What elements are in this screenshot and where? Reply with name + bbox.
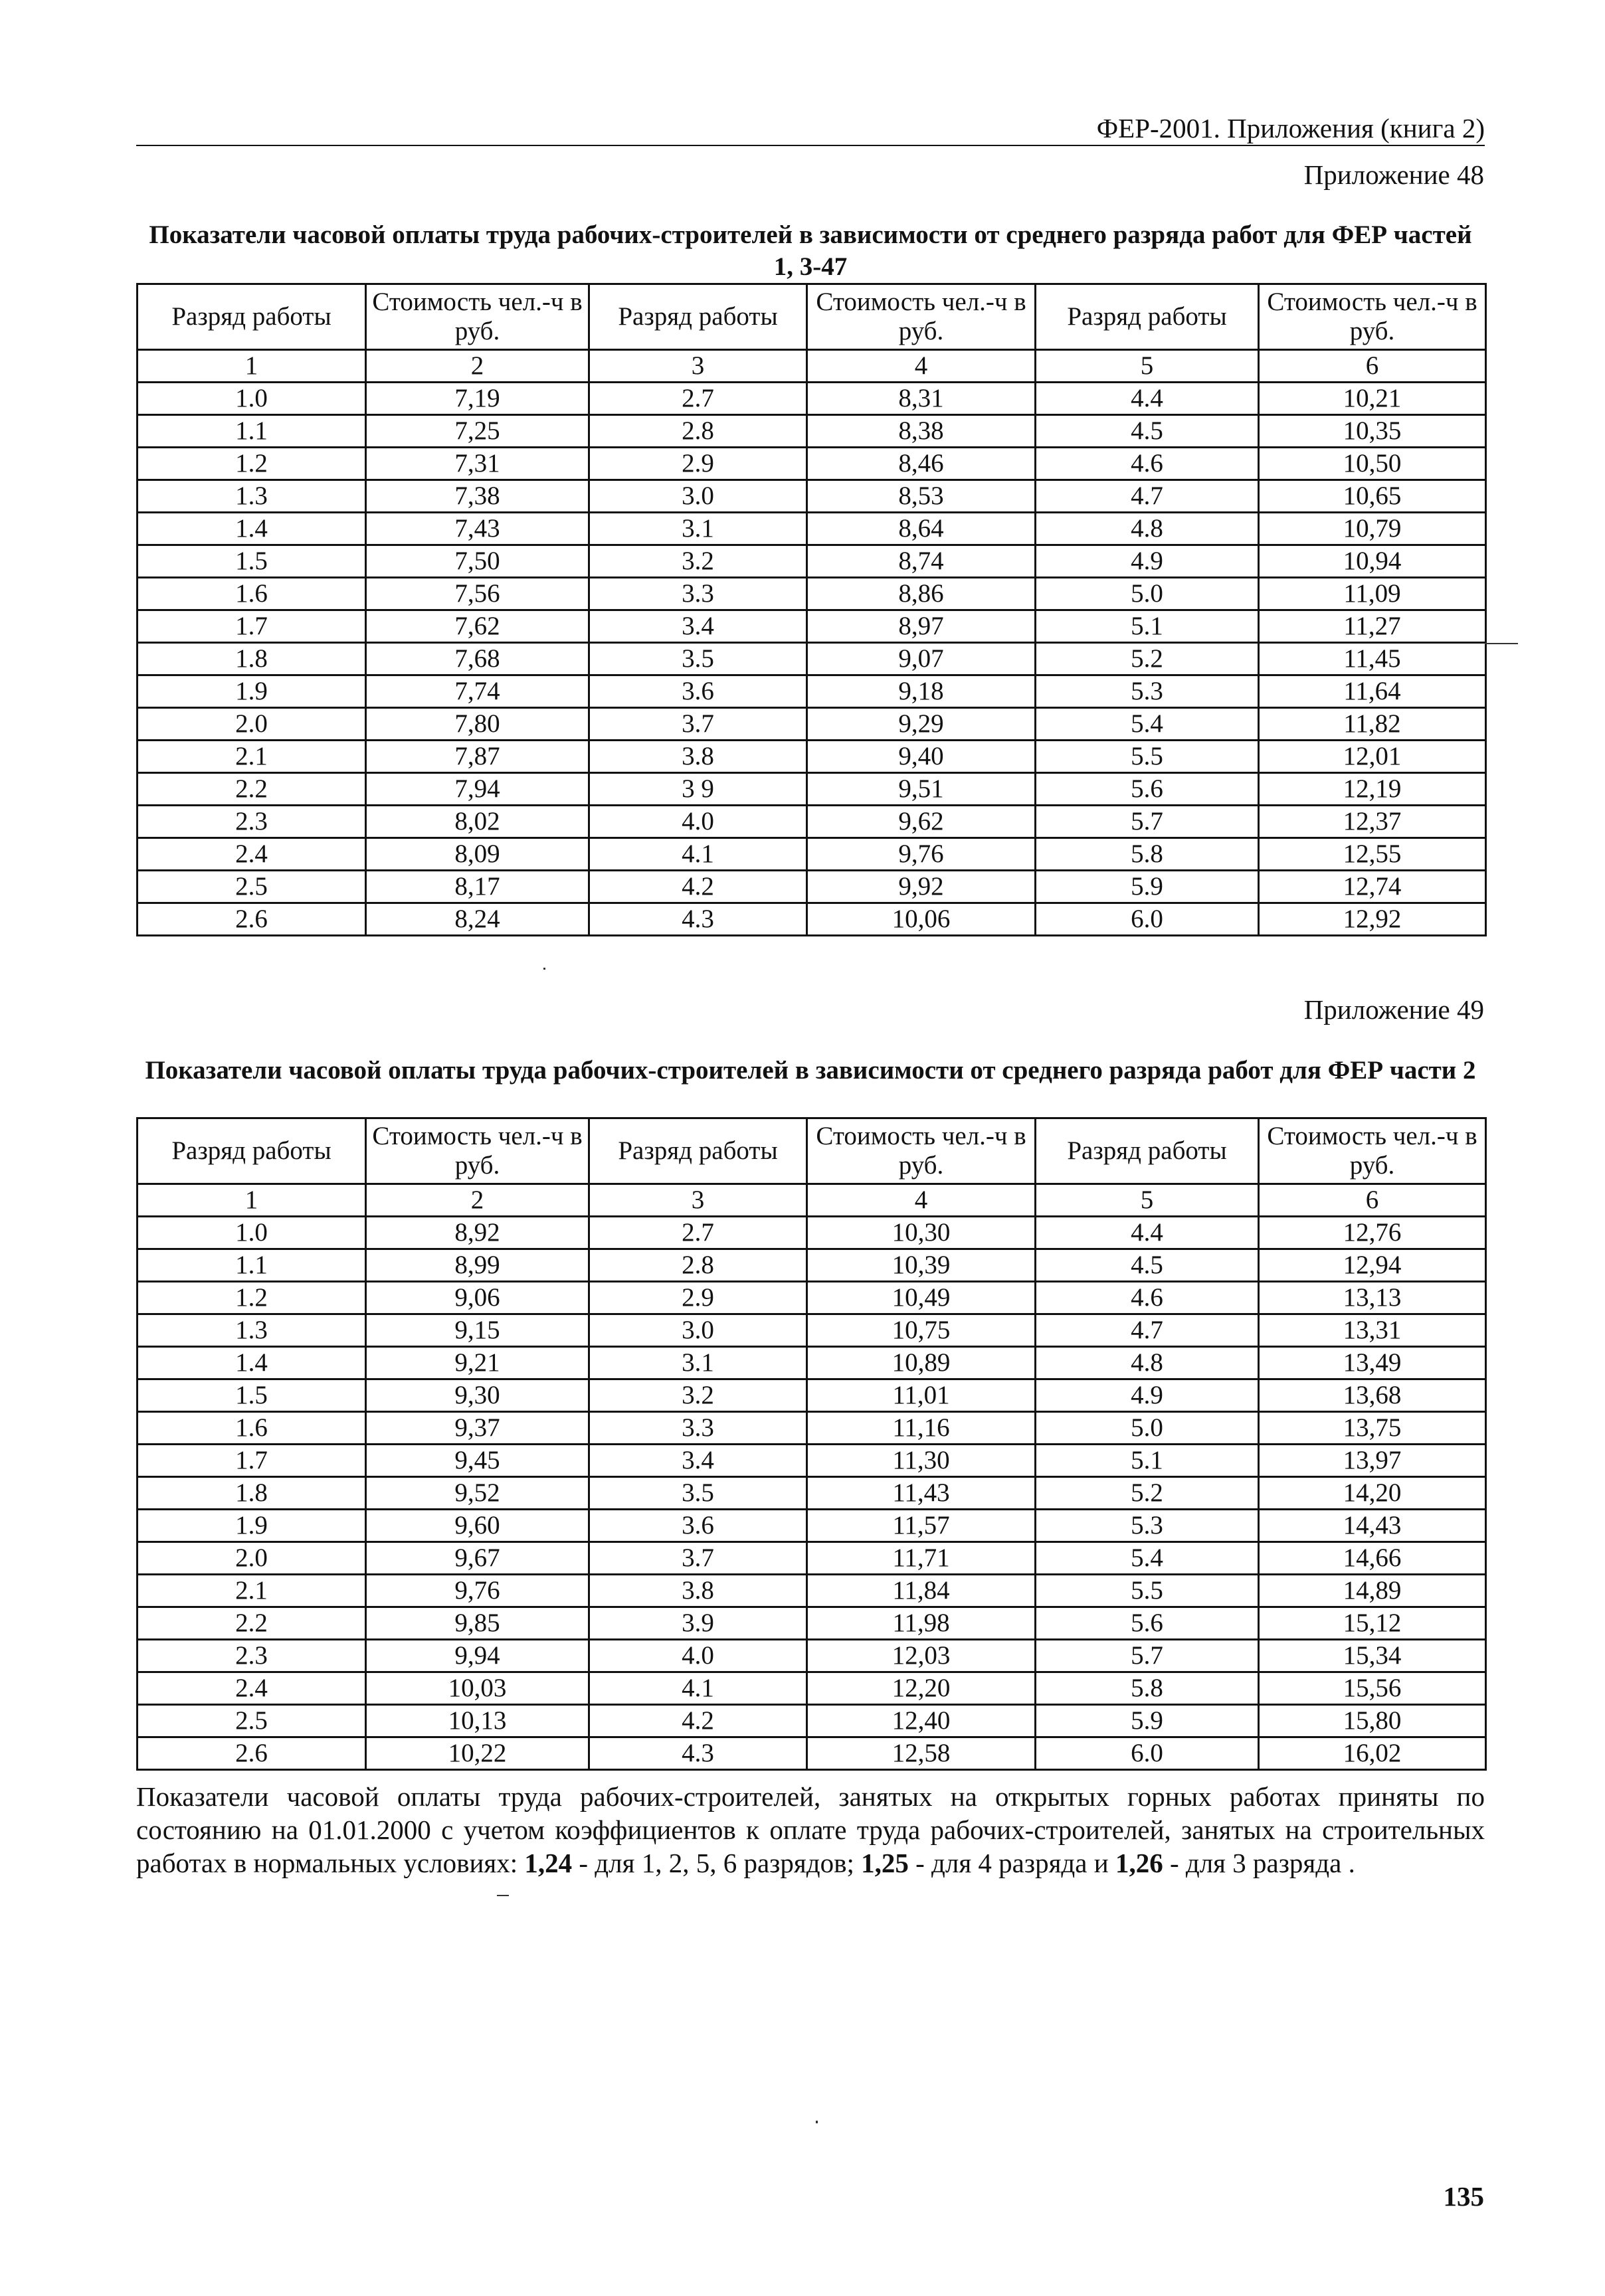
cost-cell: 10,50 xyxy=(1259,448,1486,480)
footnote-text: Показатели часовой оплаты труда рабочих-строителей, занятых на открытых горных работах приняты по состоянию на 01.01.2000 с учетом коэффициентов к оплате труда рабочих-строителей, занятых на строительных работах в нормальных условиях: xyxy=(136,1781,1485,1878)
footnote xyxy=(136,1780,1485,1880)
header-grade-1: Разряд работы xyxy=(138,284,366,350)
cost-cell: 14,20 xyxy=(1259,1477,1486,1510)
grade-cell: 3.6 xyxy=(589,675,807,708)
grade-cell: 3.8 xyxy=(589,741,807,773)
grade-cell: 3.0 xyxy=(589,480,807,513)
coefficient-2: 1,25 xyxy=(861,1848,909,1878)
header-cost-1: Стоимость чел.-ч в руб. xyxy=(366,1118,589,1184)
scan-artifact xyxy=(1485,643,1518,644)
table-row xyxy=(138,773,1486,806)
grade-cell: 4.4 xyxy=(1036,383,1259,415)
cost-cell: 16,02 xyxy=(1259,1737,1486,1770)
grade-cell: 3.2 xyxy=(589,545,807,578)
scan-artifact xyxy=(497,1895,509,1896)
table-row xyxy=(138,1575,1486,1607)
grade-cell: 2.3 xyxy=(138,1640,366,1672)
cost-cell: 11,30 xyxy=(807,1445,1036,1477)
column-number: 2 xyxy=(366,1184,589,1217)
header-grade-3: Разряд работы xyxy=(1036,284,1259,350)
table-row xyxy=(138,708,1486,741)
cost-cell: 12,37 xyxy=(1259,806,1486,838)
cost-cell: 13,97 xyxy=(1259,1445,1486,1477)
cost-cell: 10,35 xyxy=(1259,415,1486,448)
table-row xyxy=(138,415,1486,448)
cost-cell: 9,37 xyxy=(366,1412,589,1445)
grade-cell: 5.3 xyxy=(1036,1510,1259,1542)
grade-cell: 3.2 xyxy=(589,1379,807,1412)
header-cost-2: Стоимость чел.-ч в руб. xyxy=(807,1118,1036,1184)
cost-cell: 7,25 xyxy=(366,415,589,448)
cost-cell: 11,71 xyxy=(807,1542,1036,1575)
appendix-48-title: Показатели часовой оплаты труда рабочих-строителей в зависимости от среднего разряда работ для ФЕР частей 1, 3-47 xyxy=(149,221,1472,281)
cost-cell: 9,30 xyxy=(366,1379,589,1412)
grade-cell: 5.7 xyxy=(1036,1640,1259,1672)
grade-cell: 5.5 xyxy=(1036,1575,1259,1607)
grade-cell: 1.4 xyxy=(138,513,366,545)
column-number-row xyxy=(138,350,1486,383)
grade-cell: 4.8 xyxy=(1036,1347,1259,1379)
grade-cell: 4.7 xyxy=(1036,480,1259,513)
table-row xyxy=(138,1282,1486,1314)
column-number: 5 xyxy=(1036,350,1259,383)
grade-cell: 2.7 xyxy=(589,1217,807,1249)
cost-cell: 10,75 xyxy=(807,1314,1036,1347)
grade-cell: 5.4 xyxy=(1036,708,1259,741)
header-grade-2: Разряд работы xyxy=(589,284,807,350)
grade-cell: 1.1 xyxy=(138,1249,366,1282)
cost-cell: 10,21 xyxy=(1259,383,1486,415)
grade-cell: 1.0 xyxy=(138,1217,366,1249)
cost-cell: 8,74 xyxy=(807,545,1036,578)
cost-cell: 7,50 xyxy=(366,545,589,578)
cost-cell: 11,01 xyxy=(807,1379,1036,1412)
table-row xyxy=(138,1477,1486,1510)
appendix-49-title: Показатели часовой оплаты труда рабочих-строителей в зависимости от среднего разряда работ для ФЕР части 2 xyxy=(145,1056,1476,1085)
coefficient-1: 1,24 xyxy=(524,1848,573,1878)
grade-cell: 2.4 xyxy=(138,838,366,871)
table-header-row xyxy=(138,284,1486,350)
grade-cell: 5.8 xyxy=(1036,838,1259,871)
grade-cell: 1.9 xyxy=(138,1510,366,1542)
cost-cell: 8,64 xyxy=(807,513,1036,545)
column-number: 4 xyxy=(807,1184,1036,1217)
column-number-row xyxy=(138,1184,1486,1217)
grade-cell: 6.0 xyxy=(1036,903,1259,936)
cost-cell: 7,74 xyxy=(366,675,589,708)
cost-cell: 7,94 xyxy=(366,773,589,806)
grade-cell: 5.5 xyxy=(1036,741,1259,773)
footnote-text: - для 4 разряда и xyxy=(908,1848,1115,1878)
column-number: 1 xyxy=(138,1184,366,1217)
cost-cell: 12,19 xyxy=(1259,773,1486,806)
grade-cell: 2.9 xyxy=(589,448,807,480)
grade-cell: 5.0 xyxy=(1036,578,1259,610)
cost-cell: 15,34 xyxy=(1259,1640,1486,1672)
grade-cell: 5.2 xyxy=(1036,643,1259,675)
header-grade-3: Разряд работы xyxy=(1036,1118,1259,1184)
cost-cell: 15,56 xyxy=(1259,1672,1486,1705)
grade-cell: 2.0 xyxy=(138,708,366,741)
grade-cell: 3.1 xyxy=(589,1347,807,1379)
cost-cell: 7,80 xyxy=(366,708,589,741)
cost-cell: 9,85 xyxy=(366,1607,589,1640)
grade-cell: 1.5 xyxy=(138,1379,366,1412)
grade-cell: 1.6 xyxy=(138,578,366,610)
grade-cell: 4.5 xyxy=(1036,1249,1259,1282)
table-row xyxy=(138,1445,1486,1477)
cost-cell: 9,51 xyxy=(807,773,1036,806)
cost-cell: 9,94 xyxy=(366,1640,589,1672)
cost-cell: 8,97 xyxy=(807,610,1036,643)
grade-cell: 5.6 xyxy=(1036,1607,1259,1640)
cost-cell: 8,38 xyxy=(807,415,1036,448)
cost-cell: 9,15 xyxy=(366,1314,589,1347)
grade-cell: 4.8 xyxy=(1036,513,1259,545)
grade-cell: 4.5 xyxy=(1036,415,1259,448)
grade-cell: 2.7 xyxy=(589,383,807,415)
table-row xyxy=(138,545,1486,578)
cost-cell: 12,92 xyxy=(1259,903,1486,936)
grade-cell: 2.3 xyxy=(138,806,366,838)
grade-cell: 4.3 xyxy=(589,903,807,936)
grade-cell: 1.3 xyxy=(138,1314,366,1347)
grade-cell: 4.4 xyxy=(1036,1217,1259,1249)
grade-cell: 3.5 xyxy=(589,643,807,675)
grade-cell: 5.1 xyxy=(1036,1445,1259,1477)
grade-cell: 3.1 xyxy=(589,513,807,545)
grade-cell: 1.8 xyxy=(138,1477,366,1510)
cost-cell: 7,43 xyxy=(366,513,589,545)
grade-cell: 3.3 xyxy=(589,1412,807,1445)
cost-cell: 8,46 xyxy=(807,448,1036,480)
cost-cell: 8,17 xyxy=(366,871,589,903)
grade-cell: 4.7 xyxy=(1036,1314,1259,1347)
cost-cell: 10,89 xyxy=(807,1347,1036,1379)
cost-cell: 14,66 xyxy=(1259,1542,1486,1575)
header-cost-3: Стоимость чел.-ч в руб. xyxy=(1259,284,1486,350)
column-number: 3 xyxy=(589,350,807,383)
grade-cell: 1.9 xyxy=(138,675,366,708)
cost-cell: 11,98 xyxy=(807,1607,1036,1640)
grade-cell: 3.6 xyxy=(589,1510,807,1542)
grade-cell: 4.3 xyxy=(589,1737,807,1770)
table-row xyxy=(138,1607,1486,1640)
cost-cell: 12,76 xyxy=(1259,1217,1486,1249)
cost-cell: 9,40 xyxy=(807,741,1036,773)
grade-cell: 5.1 xyxy=(1036,610,1259,643)
grade-cell: 2.2 xyxy=(138,773,366,806)
cost-cell: 9,45 xyxy=(366,1445,589,1477)
grade-cell: 2.5 xyxy=(138,1705,366,1737)
appendix-48-label: Приложение 48 xyxy=(1303,159,1484,190)
table-row xyxy=(138,806,1486,838)
cost-cell: 8,24 xyxy=(366,903,589,936)
cost-cell: 11,43 xyxy=(807,1477,1036,1510)
column-number: 2 xyxy=(366,350,589,383)
grade-cell: 5.7 xyxy=(1036,806,1259,838)
grade-cell: 3.9 xyxy=(589,1607,807,1640)
table-row xyxy=(138,1379,1486,1412)
column-number: 6 xyxy=(1259,350,1486,383)
cost-cell: 9,67 xyxy=(366,1542,589,1575)
cost-cell: 9,29 xyxy=(807,708,1036,741)
cost-cell: 12,03 xyxy=(807,1640,1036,1672)
table-row xyxy=(138,448,1486,480)
cost-cell: 9,06 xyxy=(366,1282,589,1314)
header-grade-2: Разряд работы xyxy=(589,1118,807,1184)
grade-cell: 5.3 xyxy=(1036,675,1259,708)
grade-cell: 4.0 xyxy=(589,1640,807,1672)
header-cost-2: Стоимость чел.-ч в руб. xyxy=(807,284,1036,350)
cost-cell: 7,38 xyxy=(366,480,589,513)
cost-cell: 9,21 xyxy=(366,1347,589,1379)
cost-cell: 12,40 xyxy=(807,1705,1036,1737)
cost-cell: 14,89 xyxy=(1259,1575,1486,1607)
cost-cell: 13,31 xyxy=(1259,1314,1486,1347)
grade-cell: 1.7 xyxy=(138,1445,366,1477)
table-row xyxy=(138,1510,1486,1542)
grade-cell: 1.2 xyxy=(138,1282,366,1314)
cost-cell: 9,92 xyxy=(807,871,1036,903)
cost-cell: 14,43 xyxy=(1259,1510,1486,1542)
cost-cell: 15,80 xyxy=(1259,1705,1486,1737)
table-row xyxy=(138,1640,1486,1672)
table-row xyxy=(138,1672,1486,1705)
cost-cell: 7,62 xyxy=(366,610,589,643)
grade-cell: 1.5 xyxy=(138,545,366,578)
header-cost-1: Стоимость чел.-ч в руб. xyxy=(366,284,589,350)
grade-cell: 5.9 xyxy=(1036,871,1259,903)
cost-cell: 10,30 xyxy=(807,1217,1036,1249)
grade-cell: 4.2 xyxy=(589,1705,807,1737)
cost-cell: 9,52 xyxy=(366,1477,589,1510)
cost-cell: 9,07 xyxy=(807,643,1036,675)
table-row xyxy=(138,643,1486,675)
appendix-49-table xyxy=(136,1117,1487,1771)
column-number: 3 xyxy=(589,1184,807,1217)
cost-cell: 8,02 xyxy=(366,806,589,838)
grade-cell: 4.6 xyxy=(1036,448,1259,480)
cost-cell: 10,94 xyxy=(1259,545,1486,578)
table-row xyxy=(138,1542,1486,1575)
grade-cell: 2.6 xyxy=(138,1737,366,1770)
cost-cell: 8,86 xyxy=(807,578,1036,610)
grade-cell: 3.4 xyxy=(589,1445,807,1477)
header-rule xyxy=(136,145,1485,146)
grade-cell: 1.4 xyxy=(138,1347,366,1379)
header-grade-1: Разряд работы xyxy=(138,1118,366,1184)
cost-cell: 9,62 xyxy=(807,806,1036,838)
header-cost-3: Стоимость чел.-ч в руб. xyxy=(1259,1118,1486,1184)
table-row xyxy=(138,1347,1486,1379)
grade-cell: 6.0 xyxy=(1036,1737,1259,1770)
cost-cell: 10,13 xyxy=(366,1705,589,1737)
table-row xyxy=(138,383,1486,415)
grade-cell: 2.9 xyxy=(589,1282,807,1314)
cost-cell: 9,76 xyxy=(807,838,1036,871)
table-row xyxy=(138,1314,1486,1347)
table-row xyxy=(138,1249,1486,1282)
table-row xyxy=(138,610,1486,643)
table-row xyxy=(138,838,1486,871)
footnote-text: - для 1, 2, 5, 6 разрядов; xyxy=(572,1848,862,1878)
grade-cell: 2.2 xyxy=(138,1607,366,1640)
column-number: 5 xyxy=(1036,1184,1259,1217)
column-number: 6 xyxy=(1259,1184,1486,1217)
grade-cell: 3.4 xyxy=(589,610,807,643)
table-row xyxy=(138,578,1486,610)
cost-cell: 9,60 xyxy=(366,1510,589,1542)
footnote-text: - для 3 разряда . xyxy=(1163,1848,1355,1878)
grade-cell: 1.1 xyxy=(138,415,366,448)
column-number: 1 xyxy=(138,350,366,383)
cost-cell: 11,82 xyxy=(1259,708,1486,741)
cost-cell: 8,92 xyxy=(366,1217,589,1249)
running-header: ФЕР-2001. Приложения (книга 2) xyxy=(1096,113,1485,143)
cost-cell: 8,53 xyxy=(807,480,1036,513)
grade-cell: 2.5 xyxy=(138,871,366,903)
grade-cell: 5.2 xyxy=(1036,1477,1259,1510)
grade-cell: 4.2 xyxy=(589,871,807,903)
cost-cell: 11,16 xyxy=(807,1412,1036,1445)
cost-cell: 10,65 xyxy=(1259,480,1486,513)
table-row xyxy=(138,871,1486,903)
cost-cell: 10,79 xyxy=(1259,513,1486,545)
table-row xyxy=(138,741,1486,773)
table-row xyxy=(138,513,1486,545)
grade-cell: 3 9 xyxy=(589,773,807,806)
cost-cell: 9,18 xyxy=(807,675,1036,708)
cost-cell: 12,01 xyxy=(1259,741,1486,773)
table-row xyxy=(138,480,1486,513)
grade-cell: 4.9 xyxy=(1036,1379,1259,1412)
grade-cell: 3.7 xyxy=(589,1542,807,1575)
cost-cell: 7,19 xyxy=(366,383,589,415)
grade-cell: 2.0 xyxy=(138,1542,366,1575)
cost-cell: 10,06 xyxy=(807,903,1036,936)
cost-cell: 11,84 xyxy=(807,1575,1036,1607)
grade-cell: 5.6 xyxy=(1036,773,1259,806)
cost-cell: 8,31 xyxy=(807,383,1036,415)
grade-cell: 1.3 xyxy=(138,480,366,513)
grade-cell: 5.8 xyxy=(1036,1672,1259,1705)
page-number: 135 xyxy=(1443,2181,1484,2212)
grade-cell: 2.1 xyxy=(138,741,366,773)
scan-artifact xyxy=(816,2121,818,2123)
grade-cell: 3.7 xyxy=(589,708,807,741)
cost-cell: 13,75 xyxy=(1259,1412,1486,1445)
grade-cell: 4.6 xyxy=(1036,1282,1259,1314)
grade-cell: 2.4 xyxy=(138,1672,366,1705)
cost-cell: 12,55 xyxy=(1259,838,1486,871)
coefficient-3: 1,26 xyxy=(1115,1848,1163,1878)
cost-cell: 15,12 xyxy=(1259,1607,1486,1640)
grade-cell: 1.7 xyxy=(138,610,366,643)
grade-cell: 4.9 xyxy=(1036,545,1259,578)
grade-cell: 1.2 xyxy=(138,448,366,480)
cost-cell: 7,56 xyxy=(366,578,589,610)
grade-cell: 2.6 xyxy=(138,903,366,936)
grade-cell: 4.0 xyxy=(589,806,807,838)
grade-cell: 3.5 xyxy=(589,1477,807,1510)
grade-cell: 2.1 xyxy=(138,1575,366,1607)
cost-cell: 13,13 xyxy=(1259,1282,1486,1314)
cost-cell: 9,76 xyxy=(366,1575,589,1607)
cost-cell: 12,94 xyxy=(1259,1249,1486,1282)
cost-cell: 8,99 xyxy=(366,1249,589,1282)
table-row xyxy=(138,1217,1486,1249)
grade-cell: 3.8 xyxy=(589,1575,807,1607)
table-row xyxy=(138,675,1486,708)
grade-cell: 3.0 xyxy=(589,1314,807,1347)
grade-cell: 1.8 xyxy=(138,643,366,675)
table-row xyxy=(138,1412,1486,1445)
grade-cell: 5.9 xyxy=(1036,1705,1259,1737)
cost-cell: 13,68 xyxy=(1259,1379,1486,1412)
cost-cell: 11,27 xyxy=(1259,610,1486,643)
scan-artifact xyxy=(543,968,545,970)
grade-cell: 5.4 xyxy=(1036,1542,1259,1575)
cost-cell: 11,09 xyxy=(1259,578,1486,610)
grade-cell: 4.1 xyxy=(589,1672,807,1705)
cost-cell: 10,39 xyxy=(807,1249,1036,1282)
table-row xyxy=(138,1705,1486,1737)
cost-cell: 12,20 xyxy=(807,1672,1036,1705)
cost-cell: 12,74 xyxy=(1259,871,1486,903)
grade-cell: 2.8 xyxy=(589,415,807,448)
grade-cell: 1.0 xyxy=(138,383,366,415)
appendix-49-label: Приложение 49 xyxy=(1303,994,1484,1025)
cost-cell: 7,68 xyxy=(366,643,589,675)
grade-cell: 3.3 xyxy=(589,578,807,610)
cost-cell: 7,87 xyxy=(366,741,589,773)
cost-cell: 10,03 xyxy=(366,1672,589,1705)
cost-cell: 7,31 xyxy=(366,448,589,480)
appendix-48-table xyxy=(136,283,1487,936)
grade-cell: 1.6 xyxy=(138,1412,366,1445)
cost-cell: 10,22 xyxy=(366,1737,589,1770)
grade-cell: 5.0 xyxy=(1036,1412,1259,1445)
cost-cell: 8,09 xyxy=(366,838,589,871)
cost-cell: 11,64 xyxy=(1259,675,1486,708)
table-header-row xyxy=(138,1118,1486,1184)
cost-cell: 11,57 xyxy=(807,1510,1036,1542)
grade-cell: 2.8 xyxy=(589,1249,807,1282)
cost-cell: 13,49 xyxy=(1259,1347,1486,1379)
column-number: 4 xyxy=(807,350,1036,383)
grade-cell: 4.1 xyxy=(589,838,807,871)
table-row xyxy=(138,903,1486,936)
cost-cell: 11,45 xyxy=(1259,643,1486,675)
cost-cell: 10,49 xyxy=(807,1282,1036,1314)
table-row xyxy=(138,1737,1486,1770)
cost-cell: 12,58 xyxy=(807,1737,1036,1770)
